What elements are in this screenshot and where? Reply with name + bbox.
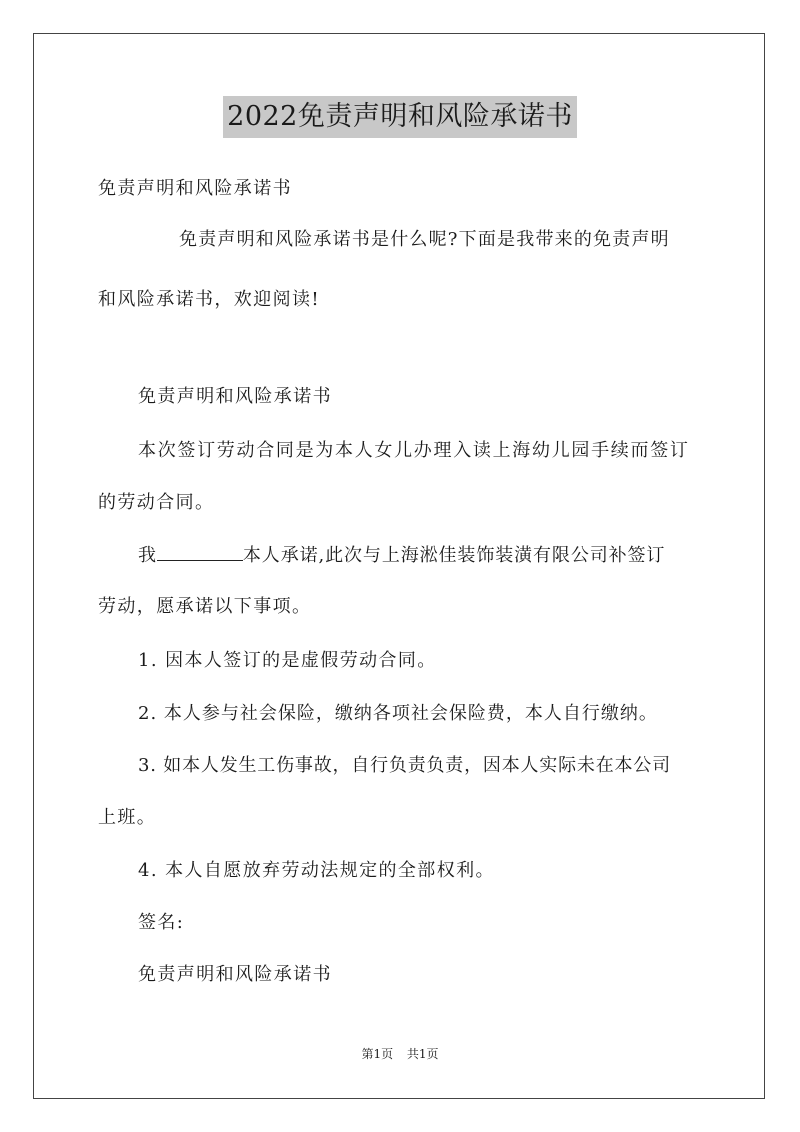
paragraph-1-line-2: 的劳动合同。 xyxy=(98,492,215,513)
name-blank-field xyxy=(157,542,243,561)
list-item-1: 1. 因本人签订的是虚假劳动合同。 xyxy=(138,650,437,671)
paragraph-2-line-1 xyxy=(138,542,665,569)
list-item-2: 2. 本人参与社会保险，缴纳各项社会保险费，本人自行缴纳。 xyxy=(138,703,658,724)
list-item-4: 4. 本人自愿放弃劳动法规定的全部权利。 xyxy=(138,860,495,881)
signature-label: 签名: xyxy=(138,912,185,933)
list-item-3-line-2: 上班。 xyxy=(98,807,157,828)
paragraph-2-suffix: 本人承诺,此次与上海淞佳装饰装潢有限公司补签订 xyxy=(242,545,666,566)
paragraph-1-line-1: 本次签订劳动合同是为本人女儿办理入读上海幼儿园手续而签订 xyxy=(138,440,690,461)
intro-line-1: 免责声明和风险承诺书是什么呢?下面是我带来的免责声明 xyxy=(179,229,670,250)
closing-title: 免责声明和风险承诺书 xyxy=(138,964,332,985)
page-number-current: 第1页 xyxy=(361,1047,394,1061)
paragraph-2-prefix: 我 xyxy=(138,545,157,566)
page-number-total: 共1页 xyxy=(406,1047,439,1061)
list-item-3-line-1: 3. 如本人发生工伤事故，自行负责负责，因本人实际未在本公司 xyxy=(138,755,671,776)
paragraph-2-line-2: 劳动，愿承诺以下事项。 xyxy=(98,596,312,617)
section-heading: 免责声明和风险承诺书 xyxy=(138,386,332,407)
document-subtitle: 免责声明和风险承诺书 xyxy=(98,178,292,199)
intro-line-2: 和风险承诺书，欢迎阅读! xyxy=(98,289,321,310)
document-title: 2022免责声明和风险承诺书 xyxy=(223,96,577,138)
page-footer xyxy=(0,1046,800,1062)
title-container xyxy=(0,96,800,138)
